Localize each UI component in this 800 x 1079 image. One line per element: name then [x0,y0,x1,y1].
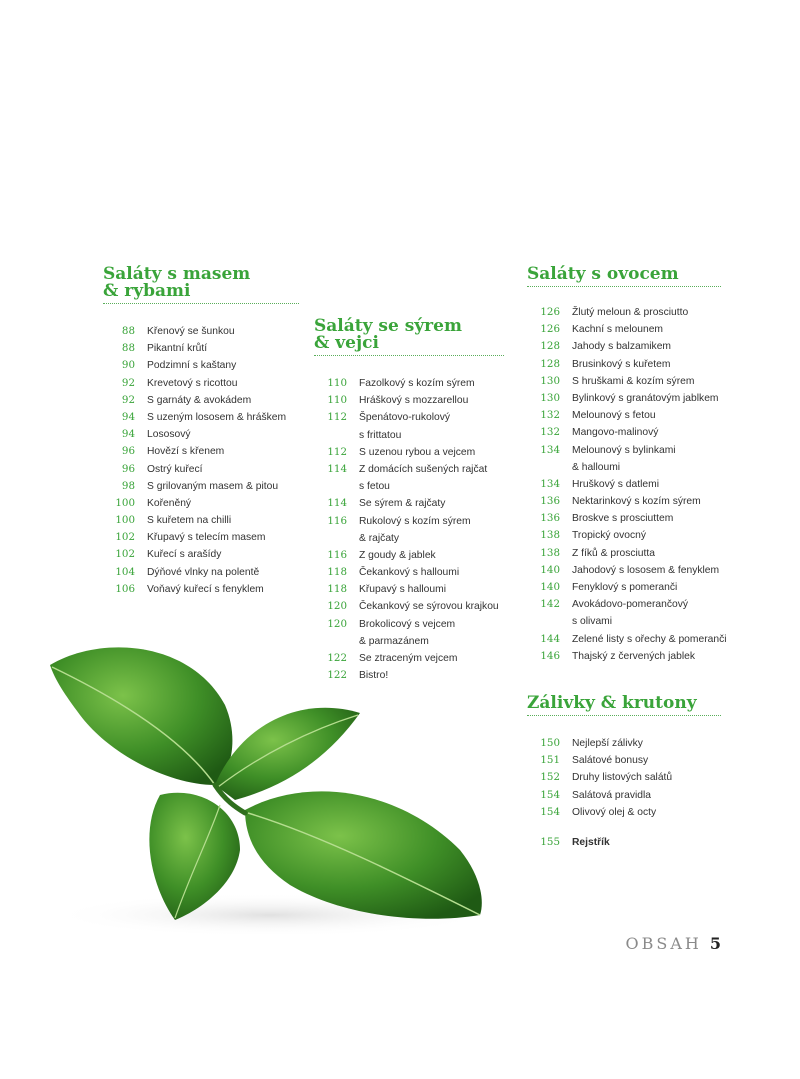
toc-title: Žlutý meloun & prosciutto [572,307,689,318]
toc-title: Čekankový se sýrovou krajkou [359,601,499,613]
toc-page-number: 88 [121,325,135,337]
toc-title: Bistro! [359,670,389,682]
toc-list [527,304,727,665]
toc-title: Fenyklový s pomeranči [572,582,678,593]
toc-title: Avokádovo-pomerančový [572,599,689,611]
toc-title: Křenový se šunkou [147,326,235,337]
toc-page-number: 118 [327,583,347,596]
toc-entry[interactable] [327,444,504,461]
toc-title: & halloumi [572,461,621,473]
toc-entry[interactable] [115,564,299,581]
toc-entry[interactable] [540,562,721,579]
toc-entry[interactable] [327,409,504,426]
toc-title: s frittatou [359,429,402,441]
toc-title: Bylinkový s granátovým jablkem [572,392,719,404]
toc-title: Salátové bonusy [572,755,649,767]
toc-entry[interactable] [540,356,721,373]
toc-entry[interactable] [359,427,504,444]
toc-page-number: 104 [115,565,135,578]
toc-title: Rejstřík [572,837,610,848]
toc-list [103,323,299,598]
toc-page-number: 140 [540,581,560,593]
toc-title: Jahodový s lososem & fenyklem [572,564,720,576]
toc-title: S hruškami & kozím sýrem [572,375,695,387]
toc-title: & parmazánem [359,635,429,647]
toc-title: Voňavý kuřecí s fenyklem [147,583,264,595]
toc-page-number: 96 [121,462,135,475]
toc-title: Čekankový s halloumi [359,567,460,579]
toc-title: S garnáty & avokádem [147,394,252,406]
toc-title: Se sýrem & rajčaty [359,498,446,510]
toc-title: Hovězí s křenem [147,446,225,458]
toc-page-number: 126 [540,306,560,318]
toc-title: Hruškový s datlemi [572,478,659,490]
toc-page-number: 134 [540,443,560,456]
toc-page-number: 100 [115,496,135,509]
toc-page-number: 136 [540,495,560,508]
toc-entry[interactable] [327,461,504,478]
toc-page-number: 151 [540,754,560,767]
toc-entry[interactable] [327,598,504,615]
toc-page-number: 154 [540,805,560,818]
toc-title: Krevetový s ricottou [147,377,238,389]
toc-entry[interactable] [540,804,721,821]
toc-title: Brokolicový s vejcem [359,618,456,630]
footer-section-word: OBSAH [625,934,702,953]
toc-page-number: 130 [540,391,560,404]
toc-title: Fazolkový s kozím sýrem [359,378,475,389]
toc-title: Tropický ovocný [572,530,647,542]
toc-page-number: 94 [121,428,135,441]
toc-entry[interactable] [121,409,299,426]
section-heading: Saláty se sýrem & vejci [314,318,504,356]
toc-page-number: 152 [540,771,560,784]
toc-title: S uzenou rybou a vejcem [359,446,476,458]
toc-title: Z domácích sušených rajčat [359,463,488,475]
toc-entry[interactable] [540,510,721,527]
toc-page-number: 122 [327,652,347,664]
toc-entry[interactable] [540,752,721,769]
toc-entry[interactable] [540,527,721,544]
toc-entry[interactable] [540,304,721,321]
toc-page-number: 92 [121,376,135,389]
toc-page-number: 140 [540,563,560,576]
toc-title: Rukolový s kozím sýrem [359,515,471,527]
toc-page-number: 90 [121,359,135,372]
toc-title: Dýňové vlnky na polentě [147,566,260,578]
toc-title: s olivami [572,616,613,628]
toc-title: S kuřetem na chilli [147,515,232,527]
toc-entry[interactable] [327,547,504,564]
toc-entry[interactable] [327,513,504,530]
toc-title: Melounový s bylinkami [572,444,676,456]
toc-page-number: 128 [540,357,560,370]
toc-page-number: 155 [540,836,560,848]
toc-title: Salátová pravidla [572,789,651,801]
basil-leaves-illustration [40,635,500,945]
toc-entry[interactable] [121,426,299,443]
toc-entry[interactable] [540,787,721,804]
toc-entry[interactable] [540,769,721,786]
toc-page-number: 112 [327,411,347,424]
toc-page-number: 144 [540,632,560,645]
toc-title: Z goudy & jablek [359,549,436,561]
toc-page-number: 110 [327,394,347,407]
toc-entry[interactable] [540,545,721,562]
toc-title: Z fíků & prosciutta [572,547,655,559]
toc-page-number: 110 [327,377,347,389]
toc-entry[interactable] [115,546,299,563]
toc-title: Křupavý s halloumi [359,584,446,596]
toc-entry[interactable] [572,459,721,476]
toc-title: Mangovo-malinový [572,427,659,439]
toc-title: Kořeněný [147,497,192,509]
toc-section-dressings [527,695,721,821]
toc-page-number: 132 [540,409,560,422]
toc-page-number: 116 [327,548,347,561]
toc-title: Kuřecí s arašídy [147,549,222,561]
toc-page-number: 114 [327,462,347,475]
toc-entry[interactable] [540,338,721,355]
toc-page-number: 116 [327,514,347,527]
toc-page-number: 120 [327,617,347,630]
toc-page-number: 126 [540,323,560,336]
toc-title: Hráškový s mozzarellou [359,395,469,407]
toc-title: Pikantní krůtí [147,343,208,355]
toc-page-number: 98 [121,479,135,492]
toc-entry[interactable] [540,442,721,459]
toc-page-number: 128 [540,340,560,353]
section-heading: Saláty s masem & rybami [103,266,299,304]
toc-entry[interactable] [540,407,721,424]
toc-entry[interactable] [121,340,299,357]
toc-entry[interactable] [327,375,504,392]
toc-entry[interactable] [115,581,299,598]
toc-title: Se ztraceným vejcem [359,653,458,664]
toc-entry[interactable] [540,476,721,493]
toc-page-number: 130 [540,374,560,387]
toc-page-number: 94 [121,410,135,423]
toc-entry[interactable] [121,461,299,478]
toc-entry[interactable] [327,392,504,409]
toc-entry[interactable] [540,373,721,390]
toc-entry[interactable] [121,323,299,340]
toc-title: Špenátovo-rukolový [359,412,451,424]
toc-page-number: 138 [540,529,560,542]
toc-entry[interactable] [121,443,299,460]
toc-page-number: 138 [540,546,560,559]
toc-entry[interactable] [540,834,721,851]
toc-entry[interactable] [115,495,299,512]
toc-section-fruit [527,264,727,665]
toc-entry[interactable] [327,564,504,581]
section-heading: Zálivky & krutony [527,695,721,716]
toc-title: Kachní s melounem [572,324,664,336]
toc-title: S uzeným lososem & hráškem [147,411,287,423]
page-number: 5 [709,934,721,953]
toc-page-number: 92 [121,393,135,406]
toc-title: Jahody s balzamikem [572,341,672,353]
toc-entry[interactable] [327,495,504,512]
toc-page-number: 122 [327,669,347,682]
toc-page-number: 106 [115,582,135,595]
toc-title: Lososový [147,429,191,441]
toc-page-number: 114 [327,497,347,510]
toc-section-cheese-eggs [314,318,504,684]
toc-title: Melounový s fetou [572,410,656,422]
toc-page-number: 120 [327,600,347,613]
toc-page-number: 112 [327,445,347,458]
toc-page-number: 102 [115,548,135,561]
toc-title: Nektarinkový s kozím sýrem [572,496,701,508]
toc-index-entry [527,834,721,851]
toc-title: Brusinkový s kuřetem [572,358,671,370]
toc-page-number: 146 [540,649,560,662]
toc-title: s fetou [359,481,390,493]
toc-title: Křupavý s telecím masem [147,532,266,544]
toc-page-number: 100 [115,514,135,527]
toc-entry[interactable] [540,596,721,613]
toc-title: Ostrý kuřecí [147,463,203,475]
toc-entry[interactable] [115,529,299,546]
toc-entry[interactable] [540,579,721,596]
toc-entry[interactable] [327,581,504,598]
toc-entry[interactable] [121,392,299,409]
toc-entry[interactable] [540,390,721,407]
toc-entry[interactable] [121,478,299,495]
toc-page-number: 136 [540,512,560,525]
toc-entry[interactable] [115,512,299,529]
toc-title: Broskve s prosciuttem [572,513,674,525]
toc-title: Zelené listy s ořechy & pomeranči [572,633,727,645]
toc-page-number: 150 [540,737,560,749]
toc-page-number: 132 [540,426,560,439]
toc-entry[interactable] [359,530,504,547]
toc-page-number: 102 [115,531,135,544]
toc-section-meat-fish [103,266,299,598]
toc-entry[interactable] [540,648,721,665]
toc-page-number: 154 [540,788,560,801]
section-heading: Saláty s ovocem [527,266,721,287]
toc-title: Nejlepší zálivky [572,738,643,749]
toc-title: & rajčaty [359,532,400,544]
page-footer [626,934,721,953]
toc-page-number: 88 [121,342,135,355]
toc-entry[interactable] [572,613,721,630]
toc-title: Thajský z červených jablek [572,650,696,662]
toc-page-number: 142 [540,598,560,611]
toc-entry[interactable] [327,616,504,633]
toc-title: S grilovaným masem & pitou [147,480,279,492]
toc-entry[interactable] [540,493,721,510]
toc-entry[interactable] [540,321,721,338]
toc-title: Olivový olej & octy [572,806,657,818]
toc-title: Druhy listových salátů [572,772,673,784]
toc-list [527,735,721,821]
toc-entry[interactable] [540,735,721,752]
toc-entry[interactable] [540,424,721,441]
toc-title: Podzimní s kaštany [147,360,237,372]
toc-page-number: 118 [327,566,347,579]
toc-entry[interactable] [121,375,299,392]
toc-page-number: 134 [540,477,560,490]
toc-entry[interactable] [540,631,727,648]
toc-page-number: 96 [121,445,135,458]
toc-entry[interactable] [121,357,299,374]
toc-entry[interactable] [359,478,504,495]
